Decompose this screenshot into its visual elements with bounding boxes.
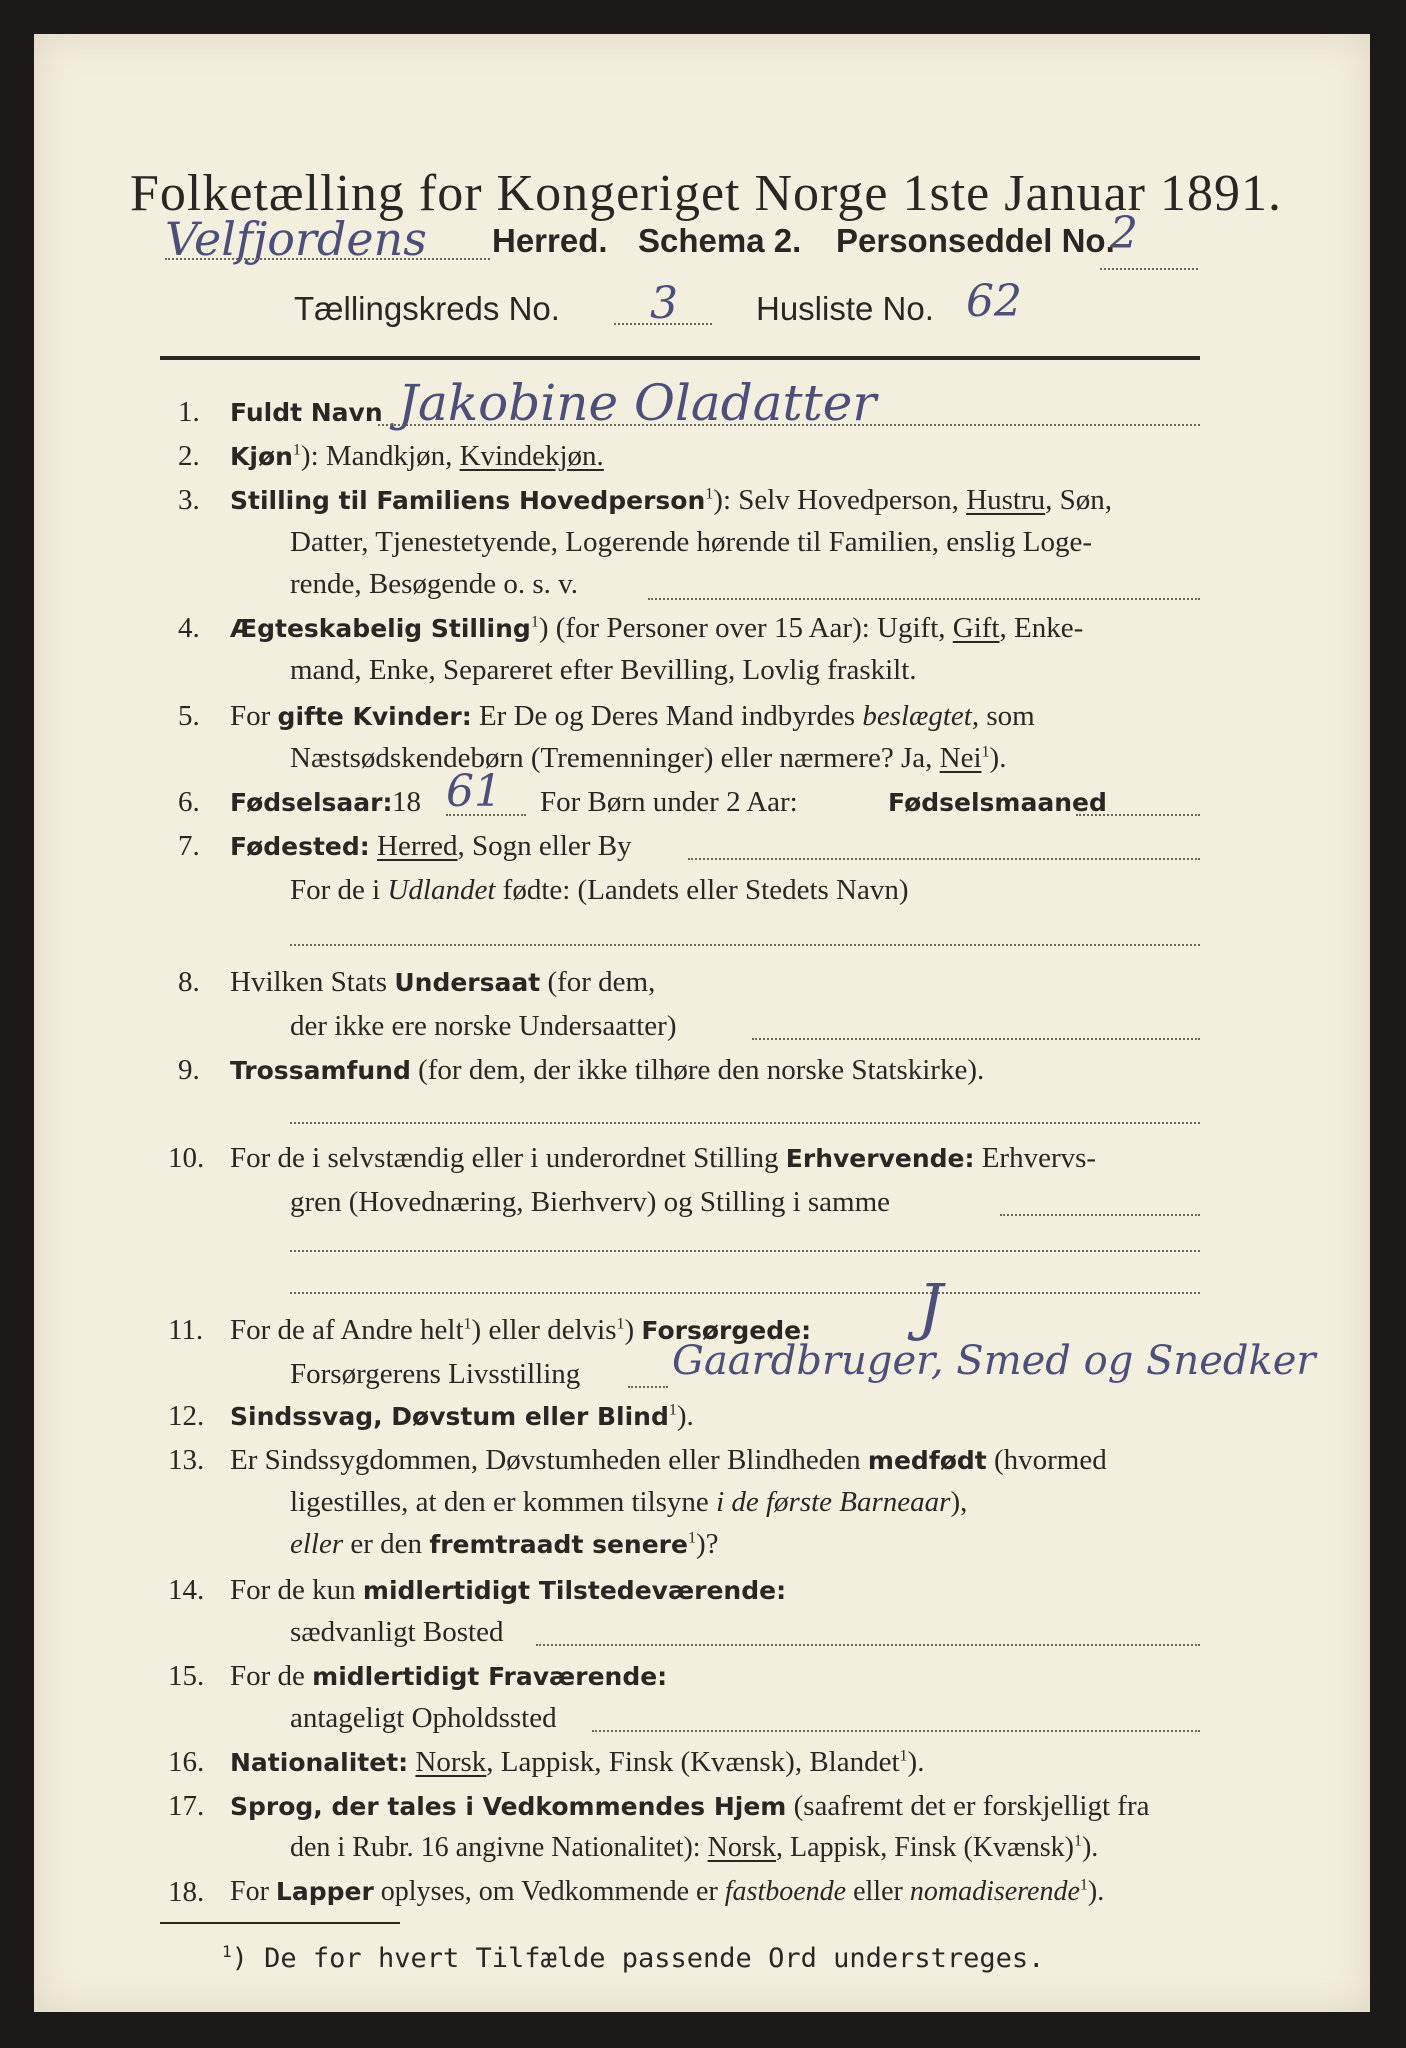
row-13-line-3-text: er den [343,1528,430,1560]
row-13-line-1 [230,1444,1107,1477]
row-number: 16. [168,1746,205,1778]
row-17-end: ). [1081,1832,1099,1863]
footnote-mark: 1 [1073,1832,1082,1850]
row-18-text [230,1876,1104,1908]
row-18-text-3: eller [846,1876,910,1907]
row-8-text: Hvilken Stats [230,966,395,998]
birthplace-selected-option: Herred [377,830,458,862]
later-onset-label: fremtraadt senere [429,1530,688,1559]
provider-dotted-line [628,1386,668,1388]
row-5-italic: beslægtet [862,700,972,732]
personseddel-label: Personseddel No. [836,222,1115,259]
footnote-mark: 1 [899,1747,908,1765]
family-position-options: ): Selv Hovedperson, [713,484,967,516]
row-17-line-2-text: den i Rubr. 16 angivne Nationalitet): [290,1832,708,1863]
footnote-mark: 1 [463,1315,472,1333]
footnote-mark: 1 [668,1401,677,1419]
row-number: 3. [178,484,200,516]
row-18-text-start: For [230,1876,276,1907]
husliste-label: Husliste No. [756,290,934,327]
row-18-end: ). [1087,1876,1105,1907]
family-position-dotted-line [648,598,1200,600]
row-13-line-3 [290,1528,719,1561]
husliste-value: 62 [966,276,1022,327]
provider-occupation-value: Gaardbruger, Smed og Snedker [672,1338,1316,1384]
birth-year-dotted-line [446,814,526,816]
row-11-text-2: ) eller delvis [471,1314,617,1346]
citizenship-dotted-line [752,1038,1200,1040]
row-number: 6. [178,786,200,818]
supported-value: J [918,1270,943,1343]
gender-label: Kjøn [230,442,293,471]
personseddel-value: 2 [1110,208,1138,259]
footnote-mark: 1 [981,743,990,761]
marital-status-selected-option: Gift [952,612,1000,644]
form-title: Folketælling for Kongeriget Norge 1ste Januar 1891. [130,165,1282,222]
marital-status-options: ) (for Personer over 15 Aar): Ugift, [538,612,953,644]
row-13-text-end: (hvormed [986,1444,1107,1476]
row-11-text: For de af Andre helt [230,1314,464,1346]
married-women-label: gifte Kvinder: [277,702,472,731]
row-13-italic-or: eller [290,1528,344,1560]
footnote-text: ) De for hvert Tilfælde passende Ord understreges. [231,1943,1045,1974]
row-17-line-2 [290,1832,1098,1864]
row-number: 13. [168,1444,205,1476]
family-position-label: Stilling til Familiens Hovedperson [230,486,706,515]
row-15-line-2: antageligt Opholdssted [290,1702,557,1734]
herred-dotted-line [165,258,490,260]
row-5-line-2-text: Næstsødskendebørn (Tremenninger) eller nærmere? Ja, [290,742,940,774]
row-18-text-2: oplyses, om Vedkommende er [373,1876,725,1907]
row-5-prefix: For [230,700,278,732]
footnote [222,1942,1044,1974]
row-13-line-2-text: ligestilles, at den er kommen tilsyne [290,1486,717,1518]
temporarily-present-label: midlertidigt Tilstedeværende: [362,1576,787,1605]
row-5-question-end: , som [971,700,1035,732]
row-number: 7. [178,830,200,862]
citizenship-label: Undersaat [394,968,541,997]
row-16-text [230,1746,924,1779]
row-8-text-end: (for dem, [540,966,656,998]
footnote-mark: 1 [687,1529,696,1547]
religion-dotted-line [290,1122,1200,1124]
row-number: 17. [168,1790,205,1822]
row-number: 9. [178,1054,200,1086]
row-12-end: ). [676,1400,694,1432]
row-9-text [230,1054,984,1087]
supported-label: Forsørgede: [641,1316,812,1345]
row-4-line-2: mand, Enke, Separeret efter Bevilling, Lovlig fraskilt. [290,654,917,686]
row-2-text [230,440,604,473]
occupation-label: Erhvervende: [785,1144,975,1173]
disability-label: Sindssvag, Døvstum eller Blind [230,1402,669,1431]
footnote-mark: 1 [1079,1876,1088,1894]
footnote-mark: 1 [705,485,714,503]
row-5-line-1 [230,700,1035,733]
row-11-line-2: Forsørgerens Livsstilling [290,1358,581,1390]
row-number: 14. [168,1574,205,1606]
language-options: , Lappisk, Finsk (Kvænsk) [776,1832,1074,1863]
birth-year-value: 61 [446,766,502,817]
occupation-dotted-line-2 [290,1250,1200,1252]
row-10-line-1 [230,1142,1096,1175]
footnote-mark: 1 [292,441,301,459]
row-4-line-1 [230,612,1083,645]
row-3-line-2: Datter, Tjenestetyende, Logerende hørende til Familien, enslig Loge- [290,526,1092,558]
congenital-label: medfødt [867,1446,987,1475]
taellingskreds-label: Tællingskreds No. [294,290,560,327]
marital-status-options-cont: , Enke- [999,612,1084,644]
usual-residence-dotted-line [536,1644,1200,1646]
row-7-line-2-text: For de i [290,874,388,906]
family-position-options-cont: , Søn, [1045,484,1113,516]
row-16-end: ). [907,1746,925,1778]
row-number: 11. [168,1314,204,1346]
row-number: 4. [178,612,200,644]
full-name-dotted-line [378,424,1200,426]
row-15-line-1 [230,1660,667,1693]
marital-status-label: Ægteskabelig Stilling [230,614,531,643]
row-8-line-1 [230,966,655,999]
full-name-label: Fuldt Navn [230,398,383,427]
birthplace-dotted-line [688,858,1200,860]
footnote-mark: 1 [616,1315,625,1333]
nationality-selected-option: Norsk [415,1746,487,1778]
temporarily-absent-label: midlertidigt Fraværende: [312,1662,668,1691]
row-14-text: For de kun [230,1574,363,1606]
row-13-text: Er Sindssygdommen, Døvstumheden eller Blindheden [230,1444,868,1476]
row-13-line-3-end: )? [695,1528,719,1560]
footnote-rule [160,1922,400,1924]
row-14-line-1 [230,1574,786,1607]
nationality-options: , Lappisk, Finsk (Kvænsk), Blandet [486,1746,900,1778]
row-17-line-1 [230,1790,1149,1823]
birth-month-dotted-line [1076,814,1200,816]
row-10-line-2: gren (Hovednæring, Bierhverv) og Stilling i samme [290,1186,891,1218]
row-13-italic: i de første Barneaar [716,1486,951,1518]
taellingskreds-dotted-line [614,323,712,325]
occupation-dotted-line-1 [1000,1214,1200,1216]
footnote-mark: 1 [222,1942,232,1961]
row-17-text: (saafremt det er forskjelligt fra [786,1790,1150,1822]
row-18-italic-settled: fastboende [724,1876,847,1907]
taellingskreds-value: 3 [650,278,678,329]
row-13-line-2 [290,1486,967,1519]
row-10-text: For de i selvstændig eller i underordnet Stilling [230,1142,786,1174]
row-5-line-2-end: ). [989,742,1007,774]
row-number: 2. [178,440,200,472]
census-form-sheet [34,34,1370,2012]
row-3-line-3: rende, Besøgende o. s. v. [290,568,579,600]
footnote-mark: 1 [530,613,539,631]
home-language-label: Sprog, der tales i Vedkommendes Hjem [230,1792,787,1821]
presumed-residence-dotted-line [592,1730,1200,1732]
birth-year-label: Fødselsaar: [230,788,393,817]
row-11-text-3: ) [624,1314,642,1346]
row-number: 5. [178,700,200,732]
foreign-birthplace-dotted-line [290,944,1200,946]
birthplace-options: , Sogn eller By [457,830,632,862]
herred-label: Herred. [492,222,608,259]
schema-label: Schema 2. [638,222,802,259]
language-selected-option: Norsk [707,1832,777,1863]
row-number: 12. [168,1400,205,1432]
header-rule [160,356,1200,360]
row-10-text-end: Erhvervs- [974,1142,1097,1174]
religion-label: Trossamfund [230,1056,411,1085]
row-number: 1. [178,396,200,428]
birth-month-label: Fødselsmaaned [888,788,1107,817]
birth-year-prefix: 18 [392,786,421,818]
row-7-line-1 [230,830,632,863]
occupation-dotted-line-3 [290,1292,1200,1294]
birth-month-question: For Børn under 2 Aar: [540,786,798,818]
row-7-italic: Udlandet [387,874,496,906]
herred-value: Velfjordens [165,212,427,266]
row-number: 18. [168,1876,205,1908]
row-12-text [230,1400,694,1433]
row-3-line-1 [230,484,1112,517]
row-number: 10. [168,1142,205,1174]
row-18-italic-nomadic: nomadiserende [909,1876,1080,1907]
personseddel-dotted-line [1100,268,1198,270]
row-5-line-2 [290,742,1006,775]
sami-label: Lapper [275,1877,374,1906]
row-5-question: Er De og Deres Mand indbyrdes [471,700,863,732]
row-8-line-2: der ikke ere norske Undersaatter) [290,1010,677,1042]
row-13-line-2-end: ), [950,1486,968,1518]
gender-options: ): Mandkjøn, [300,440,460,472]
full-name-value: Jakobine Oladatter [398,374,877,432]
row-7-line-2 [290,874,909,907]
row-7-line-2-end: fødte: (Landets eller Stedets Navn) [495,874,909,906]
birthplace-label: Fødested: [230,832,370,861]
religion-question: (for dem, der ikke tilhøre den norske Statskirke). [410,1054,985,1086]
row-number: 8. [178,966,200,998]
nationality-label: Nationalitet: [230,1748,409,1777]
row-number: 15. [168,1660,205,1692]
gender-selected-option: Kvindekjøn. [459,440,604,472]
related-selected-option: Nei [939,742,982,774]
family-position-selected-option: Hustru [966,484,1046,516]
row-14-line-2: sædvanligt Bosted [290,1616,504,1648]
row-15-text: For de [230,1660,313,1692]
